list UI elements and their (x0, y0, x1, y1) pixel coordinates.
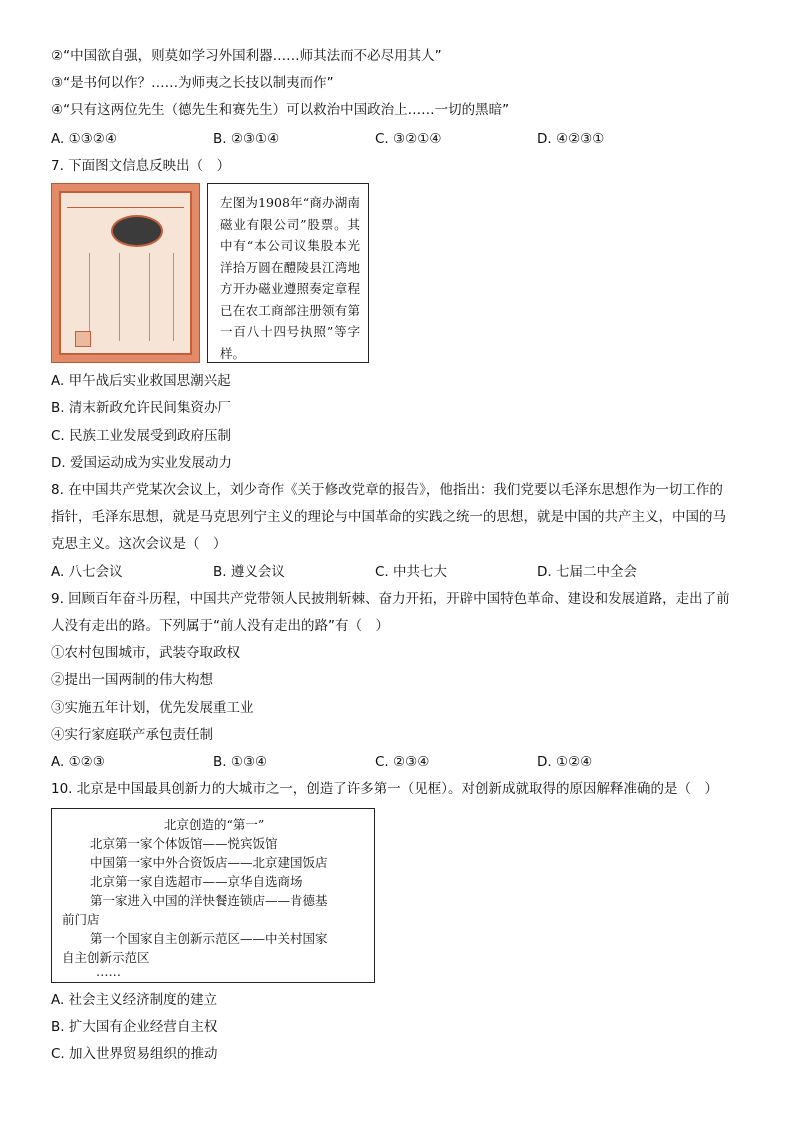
box-row-5a: 第一个国家自主创新示范区——中关村国家 (90, 931, 328, 946)
q6-option-b[interactable]: B. ②③①④ (213, 131, 280, 147)
box-row-5b: 自主创新示范区 (62, 950, 150, 965)
box-row-1: 北京第一家个体饭馆——悦宾饭馆 (90, 836, 278, 851)
q6-option-c[interactable]: C. ③②①④ (375, 131, 442, 147)
box-row-4a: 第一家进入中国的洋快餐连锁店——肯德基 (90, 893, 328, 908)
q9-stem-line-2: 人没有走出的路。下列属于“前人没有走出的路”有（ ） (51, 618, 389, 634)
box-row-4b: 前门店 (62, 912, 100, 927)
q9-option-a[interactable]: A. ①②③ (51, 754, 105, 770)
q9-item-4: ④实行家庭联产承包责任制 (51, 727, 213, 743)
q8-option-b[interactable]: B. 遵义会议 (213, 564, 285, 580)
q7-option-a[interactable]: A. 甲午战后实业救国思潮兴起 (51, 373, 231, 389)
q9-item-2: ②提出一国两制的伟大构想 (51, 672, 213, 688)
box-row-3: 北京第一家自选超市——京华自选商场 (90, 874, 303, 889)
q6-option-a[interactable]: A. ①③②④ (51, 131, 117, 147)
statement-4: ④“只有这两位先生（德先生和赛先生）可以救治中国政治上……一切的黑暗” (51, 102, 510, 118)
q10-firsts-box (51, 808, 375, 983)
q8-option-c[interactable]: C. 中共七大 (375, 564, 448, 580)
statement-2: ②“中国欲自强，则莫如学习外国利器……师其法而不必尽用其人” (51, 48, 442, 64)
q9-option-d[interactable]: D. ①②④ (537, 754, 593, 770)
q10-option-c[interactable]: C. 加入世界贸易组织的推动 (51, 1046, 218, 1062)
q7-stem: 7. 下面图文信息反映出（ ） (51, 158, 231, 174)
q7-caption-box: 左图为1908年“商办湖南磁业有限公司”股票。其中有“本公司议集股本光洋拾万圆在醴陵县江湾地方开办磁业遵照奏定章程已在农工商部注册领有第一百八十四号执照”等字样。 (207, 183, 369, 363)
q8-stem-line-2: 指针，毛泽东思想，就是马克思列宁主义的理论与中国革命的实践之统一的思想，就是中国的共产主义，中国的马 (51, 509, 726, 525)
box-ellipsis: …… (96, 964, 121, 979)
q7-option-d[interactable]: D. 爱国运动成为实业发展动力 (51, 455, 232, 471)
q10-stem: 10. 北京是中国最具创新力的大城市之一，创造了许多第一（见框）。对创新成就取得的原因解释准确的是（ ） (51, 781, 719, 797)
q7-option-c[interactable]: C. 民族工业发展受到政府压制 (51, 428, 232, 444)
landscape-vignette (111, 215, 163, 247)
box-title: 北京创造的“第一” (164, 817, 265, 832)
seal-stamp (75, 331, 91, 347)
q9-stem-line-1: 9. 回顾百年奋斗历程，中国共产党带领人民披荆斩棘、奋力开拓，开辟中国特色革命、建设和发展道路，走出了前 (51, 591, 730, 607)
q10-option-a[interactable]: A. 社会主义经济制度的建立 (51, 992, 218, 1008)
q8-stem-line-3: 克思主义。这次会议是（ ） (51, 536, 227, 552)
stock-certificate-image (51, 183, 200, 363)
q8-option-a[interactable]: A. 八七会议 (51, 564, 123, 580)
q6-option-d[interactable]: D. ④②③① (537, 131, 605, 147)
q9-option-c[interactable]: C. ②③④ (375, 754, 430, 770)
q7-option-b[interactable]: B. 清末新政允许民间集资办厂 (51, 400, 231, 416)
statement-3: ③“是书何以作？……为师夷之长技以制夷而作” (51, 75, 334, 91)
q9-option-b[interactable]: B. ①③④ (213, 754, 268, 770)
q10-option-b[interactable]: B. 扩大国有企业经营自主权 (51, 1019, 218, 1035)
q9-item-1: ①农村包围城市，武装夺取政权 (51, 645, 240, 661)
q8-option-d[interactable]: D. 七届二中全会 (537, 564, 637, 580)
box-row-2: 中国第一家中外合资饭店——北京建国饭店 (90, 855, 328, 870)
q9-item-3: ③实施五年计划，优先发展重工业 (51, 700, 254, 716)
q8-stem-line-1: 8. 在中国共产党某次会议上，刘少奇作《关于修改党章的报告》，他指出：我们党要以毛泽东思想作为一切工作的 (51, 482, 723, 498)
